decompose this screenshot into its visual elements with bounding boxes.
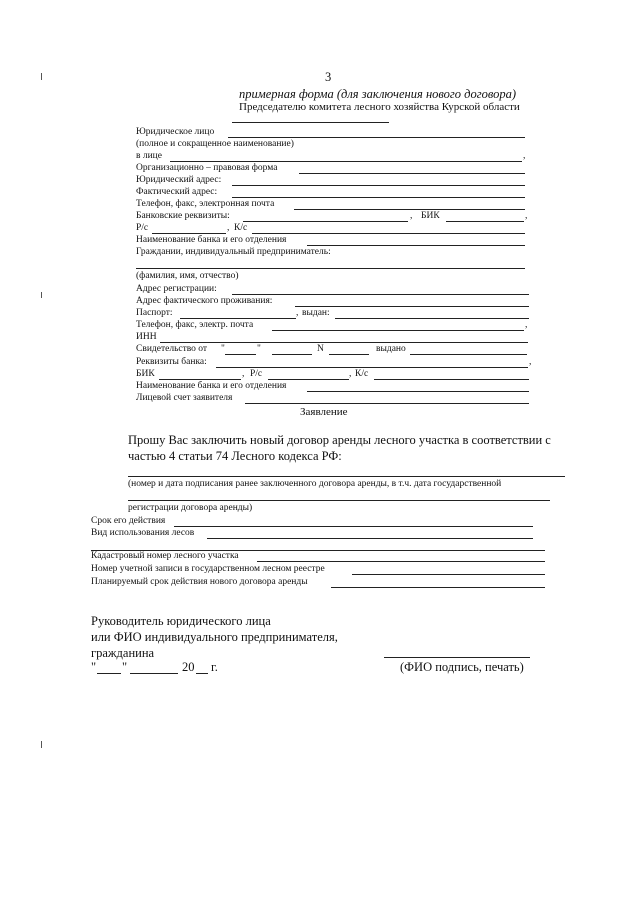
- statement-text-line2: частью 4 статьи 74 Лесного кодекса РФ:: [128, 449, 342, 463]
- bank-name-label: Наименование банка и его отделения: [136, 235, 287, 245]
- reg-address-label: Адрес регистрации:: [136, 284, 217, 294]
- comma: ,: [410, 211, 413, 221]
- legal-entity-label: Юридическое лицо: [136, 127, 215, 137]
- individual-contacts-field[interactable]: [272, 330, 524, 331]
- date-month-field[interactable]: [130, 673, 178, 674]
- individual-bank-name-field[interactable]: [307, 391, 529, 392]
- registry-label: Номер учетной записи в государственном лесном реестре: [91, 564, 325, 574]
- individual-bank-label: Реквизиты банка:: [136, 357, 207, 367]
- planned-term-field[interactable]: [331, 587, 545, 588]
- cadastral-label: Кадастровый номер лесного участка: [91, 551, 239, 561]
- page-number: 3: [325, 70, 332, 84]
- individual-name-field[interactable]: [136, 268, 525, 269]
- comma: ,: [227, 223, 230, 233]
- inn-field[interactable]: [160, 342, 528, 343]
- individual-bik-field[interactable]: [159, 379, 241, 380]
- date-year-field[interactable]: [196, 673, 208, 674]
- comma: ,: [296, 308, 299, 318]
- term-field[interactable]: [174, 526, 533, 527]
- comma: ,: [525, 320, 528, 330]
- term-label: Срок его действия: [91, 516, 166, 526]
- passport-issued-field[interactable]: [335, 318, 529, 319]
- individual-ks-label: К/с: [355, 369, 369, 379]
- certificate-label: Свидетельство от: [136, 344, 208, 354]
- addressee-line[interactable]: [232, 122, 389, 123]
- individual-rs-field[interactable]: [268, 379, 349, 380]
- certificate-day-field[interactable]: [225, 354, 256, 355]
- legal-entity-field[interactable]: [228, 137, 525, 138]
- margin-mark: [41, 741, 42, 748]
- passport-issued-label: выдан:: [302, 308, 330, 318]
- comma: ,: [349, 369, 352, 379]
- passport-field[interactable]: [180, 318, 296, 319]
- signature-line2: или ФИО индивидуального предпринимателя,: [91, 630, 338, 644]
- actual-residence-label: Адрес фактического проживания:: [136, 296, 273, 306]
- previous-contract-field[interactable]: [128, 476, 565, 477]
- comma: ,: [525, 211, 528, 221]
- individual-bik-label: БИК: [136, 369, 155, 379]
- certificate-month-field[interactable]: [272, 354, 312, 355]
- comma: ,: [523, 151, 526, 161]
- statement-title: Заявление: [300, 406, 348, 418]
- number-sign: N: [317, 344, 324, 354]
- forest-use-label: Вид использования лесов: [91, 528, 195, 538]
- personal-account-label: Лицевой счет заявителя: [136, 393, 233, 403]
- quote-mark: ": [257, 344, 261, 354]
- addressee: Председателю комитета лесного хозяйства Курской области: [239, 101, 520, 113]
- individual-rs-label: Р/с: [250, 369, 263, 379]
- statement-text-line1: Прошу Вас заключить новый договор аренды лесного участка в соответствии с: [128, 433, 551, 447]
- passport-label: Паспорт:: [136, 308, 173, 318]
- legal-address-field[interactable]: [232, 185, 525, 186]
- ks-label: К/с: [234, 223, 248, 233]
- bik-field[interactable]: [446, 221, 524, 222]
- certificate-issued-label: выдано: [376, 344, 406, 354]
- inn-label: ИНН: [136, 332, 157, 342]
- individual-heading: Граждании, индивидуальный предприниматель:: [136, 247, 331, 257]
- bank-details-field[interactable]: [243, 221, 408, 222]
- signature-line3: гражданина: [91, 646, 155, 660]
- previous-contract-hint2: регистрации договора аренды): [128, 503, 253, 513]
- ks-field[interactable]: [252, 233, 525, 234]
- signature-field[interactable]: [384, 657, 530, 658]
- individual-contacts-label: Телефон, факс, электр. почта: [136, 320, 254, 330]
- date-day-field[interactable]: [97, 673, 121, 674]
- bank-details-label: Банковские реквизиты:: [136, 211, 230, 221]
- forest-use-field[interactable]: [207, 538, 533, 539]
- form-title: примерная форма (для заключения нового договора): [239, 87, 517, 101]
- signature-caption: (ФИО подпись, печать): [400, 660, 524, 674]
- date-year-prefix: 20: [182, 660, 195, 674]
- bik-label: БИК: [421, 211, 440, 221]
- individual-name-hint: (фамилия, имя, отчество): [136, 271, 239, 281]
- actual-residence-field[interactable]: [295, 306, 529, 307]
- legal-entity-hint: (полное и сокращенное наименование): [136, 139, 294, 149]
- previous-contract-field-2[interactable]: [128, 500, 550, 501]
- quote-mark: ": [221, 344, 225, 354]
- date-year-suffix: г.: [211, 660, 218, 674]
- represented-by-field[interactable]: [170, 161, 522, 162]
- org-form-field[interactable]: [299, 173, 525, 174]
- contacts-label: Телефон, факс, электронная почта: [136, 199, 275, 209]
- quote-mark: ": [91, 660, 97, 674]
- quote-mark: ": [122, 660, 128, 674]
- contacts-field[interactable]: [294, 209, 525, 210]
- individual-bank-field[interactable]: [216, 367, 528, 368]
- individual-ks-field[interactable]: [374, 379, 529, 380]
- reg-address-field[interactable]: [232, 294, 529, 295]
- certificate-number-field[interactable]: [329, 354, 369, 355]
- bank-name-field[interactable]: [307, 245, 525, 246]
- planned-term-label: Планируемый срок действия нового договора аренды: [91, 577, 308, 587]
- certificate-issued-field[interactable]: [410, 354, 527, 355]
- cadastral-field[interactable]: [257, 561, 545, 562]
- comma: ,: [529, 357, 532, 367]
- registry-field[interactable]: [352, 574, 545, 575]
- individual-bank-name-label: Наименование банка и его отделения: [136, 381, 287, 391]
- actual-address-field[interactable]: [232, 197, 525, 198]
- comma: ,: [242, 369, 245, 379]
- represented-by-label: в лице: [136, 151, 162, 161]
- rs-field[interactable]: [152, 233, 226, 234]
- personal-account-field[interactable]: [245, 403, 529, 404]
- margin-mark: [41, 292, 42, 298]
- actual-address-label: Фактический адрес:: [136, 187, 218, 197]
- org-form-label: Организационно – правовая форма: [136, 163, 278, 173]
- margin-mark: [41, 73, 42, 80]
- rs-label: Р/с: [136, 223, 149, 233]
- previous-contract-hint1: (номер и дата подписания ранее заключенного договора аренды, в т.ч. дата государственной: [128, 479, 502, 489]
- signature-line1: Руководитель юридического лица: [91, 614, 271, 628]
- legal-address-label: Юридический адрес:: [136, 175, 222, 185]
